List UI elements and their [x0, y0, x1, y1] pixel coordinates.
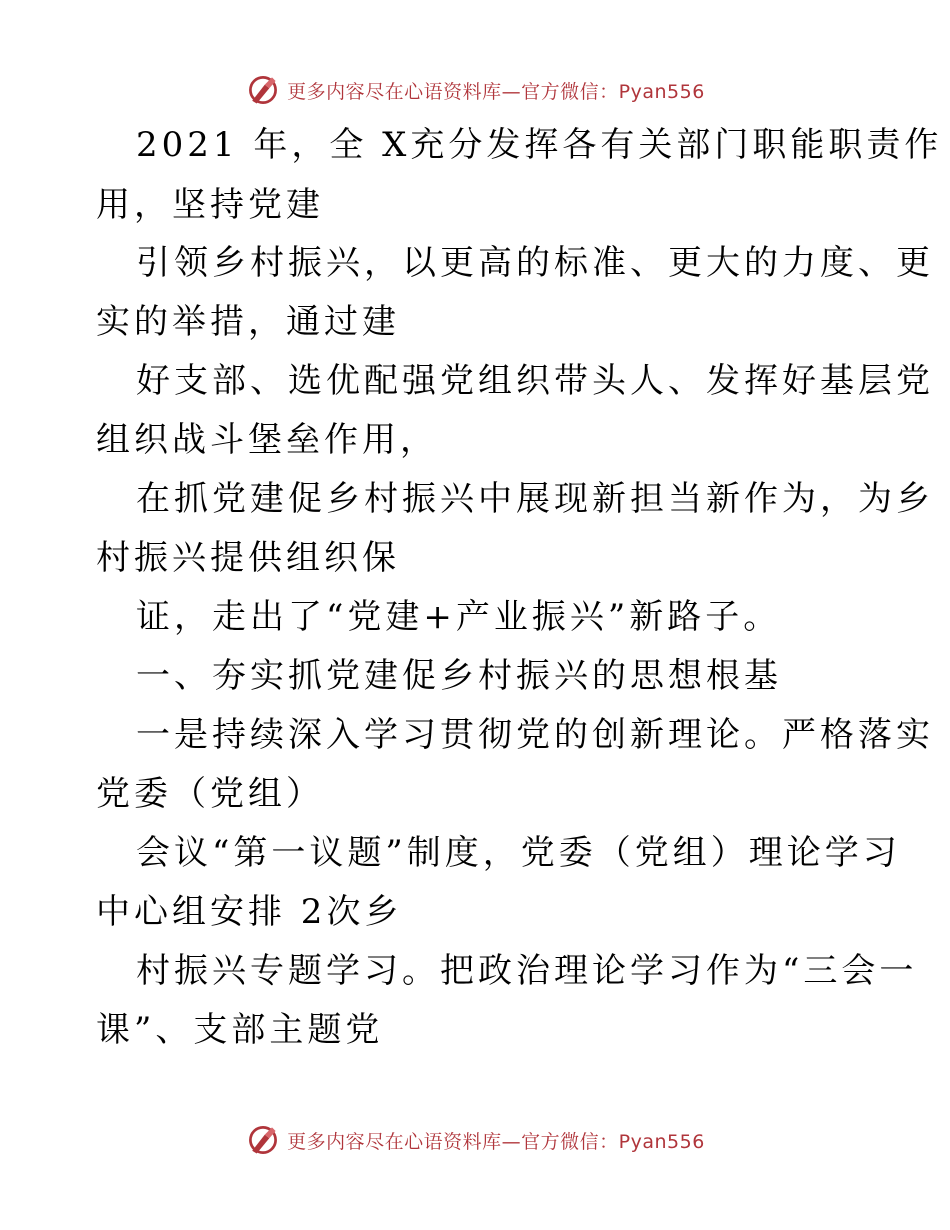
- text-line: 村振兴专题学习。把政治理论学习作为“三会一: [136, 951, 918, 991]
- section-heading: 一、夯实抓党建促乡村振兴的思想根基: [136, 656, 782, 696]
- text-line: 用，坚持党建: [96, 185, 324, 225]
- text-line: 村振兴提供组织保: [96, 538, 400, 578]
- text-line: 实的举措，通过建: [96, 302, 400, 342]
- pen-circle-logo-icon: [245, 1122, 281, 1158]
- text-line: 课”、支部主题党: [96, 1010, 384, 1050]
- text-line: 引领乡村振兴，以更高的标准、更大的力度、更: [136, 243, 934, 283]
- watermark-text: 更多内容尽在心语资料库—官方微信：Pyan556: [287, 1130, 705, 1153]
- watermark-text: 更多内容尽在心语资料库—官方微信：Pyan556: [287, 80, 705, 103]
- text-line: 2021 年，全 X充分发挥各有关部门职能职责作: [136, 125, 943, 165]
- text-line: 会议“第一议题”制度，党委（党组）理论学习: [136, 833, 901, 873]
- text-line: 一是持续深入学习贯彻党的创新理论。严格落实: [136, 715, 934, 755]
- watermark-header: [0, 70, 950, 110]
- text-line: 好支部、选优配强党组织带头人、发挥好基层党: [136, 361, 934, 401]
- text-line: 党委（党组）: [96, 774, 324, 814]
- pen-circle-logo-icon: [245, 72, 281, 108]
- text-line: 证，走出了“党建+产业振兴”新路子。: [136, 597, 782, 637]
- text-line: 在抓党建促乡村振兴中展现新担当新作为，为乡: [136, 479, 934, 519]
- watermark-footer: [0, 1120, 950, 1160]
- text-line: 组织战斗堡垒作用，: [96, 420, 438, 460]
- text-line: 中心组安排 2次乡: [96, 892, 403, 932]
